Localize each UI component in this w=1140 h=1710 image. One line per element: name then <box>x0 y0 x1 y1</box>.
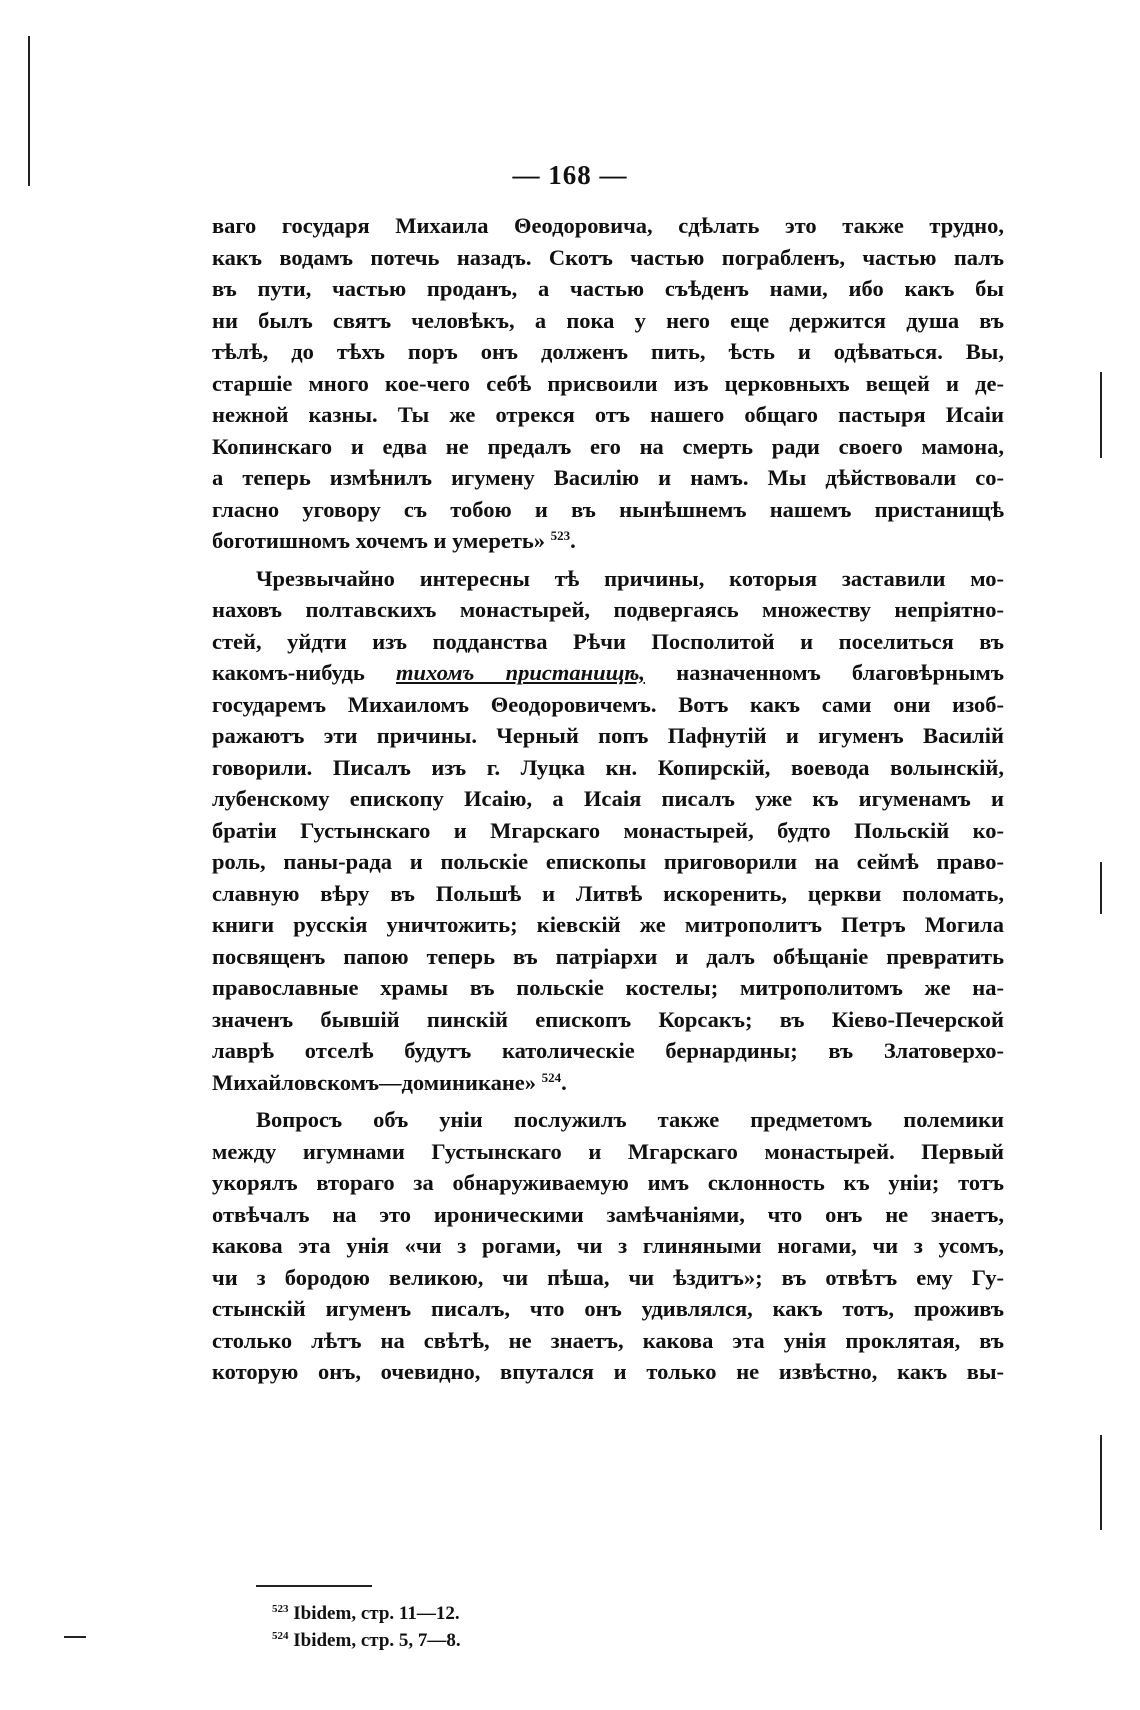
footnote-number: 523 <box>272 1603 289 1615</box>
paragraph <box>212 563 1004 1099</box>
text-line: книги русскія уничтожить; кіевскій же митрополитъ Петръ Могила <box>212 912 1004 937</box>
text-line: тѣлѣ, до тѣхъ поръ онъ долженъ пить, ѣсть и одѣваться. Вы, <box>212 339 1004 364</box>
text-line-content: Михайловскомъ—доминикане» <box>212 1069 537 1095</box>
text-line: ваго государя Михаила Θеодоровича, сдѣлать это также трудно, <box>212 213 1004 238</box>
text-line: какова эта унія «чи з рогами, чи з глиняными ногами, чи з усомъ, <box>212 1233 1004 1258</box>
text-line: стей, уйдти изъ подданства Рѣчи Посполитой и поселиться въ <box>212 628 1004 654</box>
text-line: лубенскому епископу Исаію, а Исаія писалъ уже къ игуменамъ и <box>212 786 1004 811</box>
text-line: наховъ полтавскихъ монастырей, подвергаясь множеству непріятно- <box>212 597 1004 622</box>
text-line: а теперь измѣнилъ игумену Василію и намъ. Мы дѣйствовали со- <box>212 465 1004 490</box>
text-line: посвященъ папою теперь въ патріархи и далъ обѣщаніе превратить <box>212 943 1004 969</box>
text-line: столько лѣтъ на свѣтѣ, не знаетъ, какова эта унія проклятая, въ <box>212 1327 1004 1353</box>
text-line: старшіе много кое-чего себѣ присвоили изъ церковныхъ вещей и де- <box>212 370 1004 396</box>
text-line: чи з бородою великою, чи пѣша, чи ѣздитъ»; въ отвѣтъ ему Гу- <box>212 1264 1004 1290</box>
text-line: лаврѣ отселѣ будутъ католическіе бернардины; въ Златоверхо- <box>212 1038 1004 1063</box>
text-line: братіи Густынскаго и Мгарскаго монастырей, будто Польскій ко- <box>212 817 1004 843</box>
paragraph <box>212 210 1004 557</box>
text-segment: какомъ-нибудь <box>212 660 365 685</box>
text-line: боготишномъ хочемъ и умереть» $^{523}$. <box>212 528 576 553</box>
text-line: въ пути, частью проданъ, а частью съѣденъ нами, ибо какъ бы <box>212 276 1004 301</box>
text-line: которую онъ, очевидно, впутался и только не извѣстно, какъ вы- <box>212 1359 1004 1384</box>
text-line: говорили. Писалъ изъ г. Луцка кн. Копирскій, воевода волынскій, <box>212 754 1004 780</box>
text-line <box>212 657 1004 689</box>
scan-edge-line-right-bottom <box>1100 1435 1102 1530</box>
footnote-text: Ibidem, стр. 11—12. <box>293 1603 460 1624</box>
text-line: государемъ Михаиломъ Θеодоровичемъ. Вотъ какъ сами они изоб- <box>212 691 1004 717</box>
paragraph <box>212 1104 1004 1388</box>
text-line: между игумнами Густынскаго и Мгарскаго монастырей. Первый <box>212 1138 1004 1164</box>
text-line: Копинскаго и едва не предалъ его на смерть ради своего мамона, <box>212 433 1004 459</box>
text-line: православные храмы въ польскіе костелы; митрополитомъ же на- <box>212 975 1004 1000</box>
scan-edge-line-right-top <box>1100 372 1102 458</box>
text-line: славную вѣру въ Польшѣ и Литвѣ искоренить, церкви поломать, <box>212 880 1004 906</box>
footnote <box>272 1627 461 1654</box>
emphasized-phrase: тихомъ пристанищѣ, <box>395 660 645 685</box>
text-line: роль, паны-рада и польскіе епископы приговорили на сеймѣ право- <box>212 849 1004 874</box>
text-line: ни былъ святъ человѣкъ, а пока у него еще держится душа въ <box>212 307 1004 333</box>
footnote-ref: 524 <box>541 1069 562 1085</box>
footnote-text: Ibidem, стр. 5, 7—8. <box>293 1630 461 1651</box>
text-line: отвѣчалъ на это ироническими замѣчаніями, что онъ не знаетъ, <box>212 1201 1004 1227</box>
text-line: какъ водамъ потечь назадъ. Скотъ частью пограбленъ, частью палъ <box>212 244 1004 270</box>
text-segment: назначенномъ благовѣрнымъ <box>676 660 1004 685</box>
text-line: Чрезвычайно интересны тѣ причины, которыя заставили мо- <box>256 565 1004 591</box>
footnote-ref: 523 <box>550 528 571 543</box>
text-line: Вопросъ объ уніи послужилъ также предметомъ полемики <box>256 1107 1004 1132</box>
text-line: нежной казны. Ты же отрекся отъ нашего общаго пастыря Исаіи <box>212 402 1004 427</box>
footnote <box>272 1600 461 1627</box>
text-line: значенъ бывшій пинскій епископъ Корсакъ; въ Кіево-Печерской <box>212 1006 1004 1032</box>
footnote-separator <box>256 1585 372 1587</box>
text-line-content: боготишномъ хочемъ и умереть» <box>212 528 546 553</box>
body-text <box>212 210 1004 1388</box>
text-line: стынскій игуменъ писалъ, что онъ удивлялся, какъ тотъ, проживъ <box>212 1296 1004 1321</box>
scan-edge-line-right-mid <box>1100 862 1102 914</box>
footnotes <box>272 1600 461 1654</box>
footnote-number: 524 <box>272 1630 289 1642</box>
text-line: ражаютъ эти причины. Черный попъ Пафнутій и игуменъ Василій <box>212 723 1004 748</box>
scan-dash-bottom-left <box>64 1636 86 1638</box>
page-number: — 168 — <box>512 160 628 190</box>
text-line: Михайловскомъ—доминикане» $^{524}$. <box>212 1069 567 1095</box>
text-line: укорялъ втораго за обнаруживаемую имъ склонность къ уніи; тотъ <box>212 1170 1004 1195</box>
text-line: гласно уговору съ тобою и въ нынѣшнемъ нашемъ пристанищѣ <box>212 496 1004 522</box>
